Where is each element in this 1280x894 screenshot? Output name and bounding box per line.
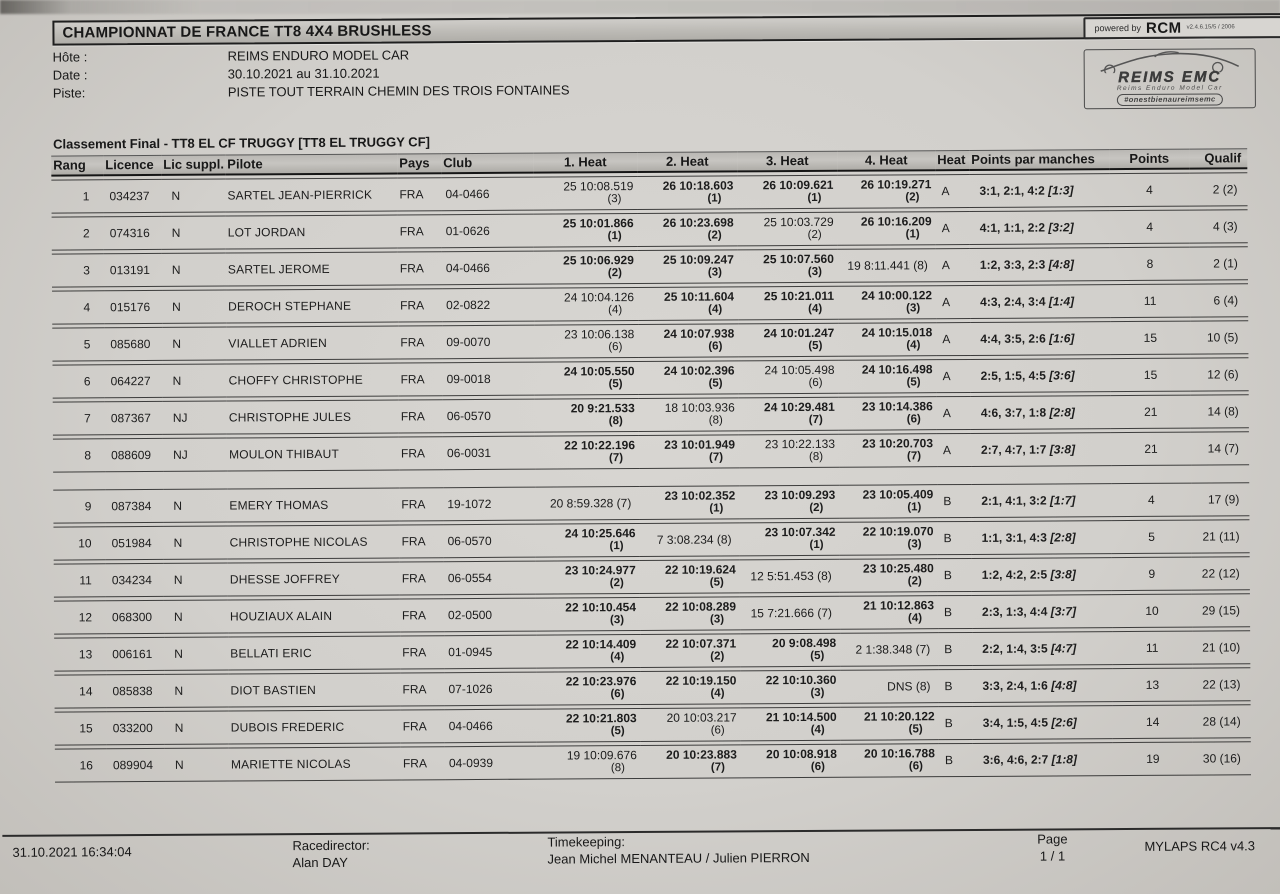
rank-cell: 4 <box>52 290 104 324</box>
page-block <box>1022 830 1082 864</box>
points-par-manches-cell: 4:1, 1:1, 2:2 [3:2] <box>970 210 1110 245</box>
licence-cell: 051984 <box>105 526 163 560</box>
heat1-cell: 24 10:25.646 (1) <box>535 523 639 558</box>
heat-group-cell: A <box>937 433 971 467</box>
heat2-cell: 22 10:07.371 (2) <box>640 633 740 668</box>
pilot-cell: BELLATI ERIC <box>228 635 400 670</box>
heat1-cell: 24 10:04.126 (4) <box>534 287 638 322</box>
heat4-cell: 19 8:11.441 (8) <box>838 248 936 283</box>
points-par-manches-cell: 2:7, 4:7, 1:7 [3:8] <box>971 432 1111 467</box>
points-cell: 4 <box>1109 173 1189 207</box>
heat3-cell: 25 10:21.011 (4) <box>738 286 838 321</box>
points-par-manches-cell: 1:2, 4:2, 2:5 [3:8] <box>972 557 1112 592</box>
pilot-cell: DEROCH STEPHANE <box>226 288 398 323</box>
country-cell: FRA <box>400 561 444 595</box>
racedirector-name: Alan DAY <box>292 854 348 871</box>
lic-suppl-cell: N <box>162 327 226 361</box>
lic-suppl-cell: NJ <box>163 401 227 435</box>
heat1-cell: 23 10:24.977 (2) <box>536 560 640 595</box>
software-version: MYLAPS RC4 v4.3 <box>1144 838 1256 854</box>
licence-cell: 006161 <box>106 637 164 671</box>
points-par-manches-cell: 3:6, 4:6, 2:7 [1:8] <box>973 742 1113 777</box>
heat3-cell: 25 10:03.729 (2) <box>738 212 838 247</box>
table-row <box>54 667 1250 708</box>
pilot-cell: DUBOIS FREDERIC <box>229 709 401 744</box>
heat-group-cell: A <box>936 322 970 356</box>
heat2-cell: 22 10:19.624 (5) <box>640 559 740 594</box>
heat3-cell: 24 10:29.481 (7) <box>739 397 839 432</box>
page-label: Page <box>1037 831 1068 847</box>
points-cell: 5 <box>1111 520 1191 554</box>
club-cell: 06-0031 <box>443 436 535 471</box>
table-row <box>52 209 1248 250</box>
col-club: Club <box>441 153 533 175</box>
heat-group-cell: A <box>936 211 970 245</box>
heat3-cell: 26 10:09.621 (1) <box>737 175 837 210</box>
heat3-cell: 25 10:07.560 (3) <box>738 249 838 284</box>
date-value: 30.10.2021 au 31.10.2021 <box>227 65 380 82</box>
powered-by-box <box>1083 16 1280 39</box>
qualif-cell: 17 (9) <box>1191 482 1249 516</box>
heat1-cell: 22 10:21.803 (5) <box>537 708 641 743</box>
col-lic-suppl: Lic suppl. <box>161 155 225 176</box>
rank-cell: 3 <box>52 253 104 287</box>
heat4-cell: 21 10:12.863 (4) <box>840 595 938 630</box>
licence-cell: 064227 <box>104 364 162 398</box>
club-cell: 19-1072 <box>443 487 535 522</box>
table-row <box>52 357 1248 398</box>
points-cell: 14 <box>1113 705 1193 739</box>
lic-suppl-cell: N <box>165 748 229 782</box>
qualif-cell: 10 (5) <box>1190 320 1248 354</box>
rank-cell: 16 <box>55 748 107 782</box>
table-row <box>53 394 1249 435</box>
table-row <box>54 630 1250 671</box>
qualif-cell: 21 (11) <box>1191 519 1249 553</box>
qualif-cell: 2 (1) <box>1190 246 1248 280</box>
heat-group-cell: A <box>936 248 970 282</box>
heat-group-cell: A <box>935 174 969 208</box>
club-cell: 06-0570 <box>443 524 535 559</box>
country-cell: FRA <box>399 524 443 558</box>
lic-suppl-cell: N <box>161 179 225 213</box>
country-cell: FRA <box>398 325 442 359</box>
pilot-cell: CHOFFY CHRISTOPHE <box>226 362 398 397</box>
heat2-cell: 7 3:08.234 (8) <box>639 522 739 557</box>
pilot-cell: CHRISTOPHE NICOLAS <box>227 524 399 559</box>
heat4-cell: 21 10:20.122 (5) <box>841 706 939 741</box>
pilot-cell: SARTEL JEAN-PIERRICK <box>225 177 397 212</box>
table-row <box>53 519 1249 560</box>
licence-cell: 015176 <box>104 290 162 324</box>
licence-cell: 074316 <box>104 216 162 250</box>
points-cell: 9 <box>1112 557 1192 591</box>
licence-cell: 013191 <box>104 253 162 287</box>
col-heat1: 1. Heat <box>533 152 637 174</box>
country-cell: FRA <box>398 251 442 285</box>
heat3-cell: 21 10:14.500 (4) <box>741 707 841 742</box>
lic-suppl-cell: N <box>162 216 226 250</box>
heat2-cell: 18 10:03.936 (8) <box>639 397 739 432</box>
club-cell: 01-0626 <box>442 214 534 249</box>
club-cell: 04-0466 <box>442 251 534 286</box>
table-row <box>53 482 1249 523</box>
qualif-cell: 12 (6) <box>1190 357 1248 391</box>
points-par-manches-cell: 4:4, 3:5, 2:6 [1:6] <box>970 321 1110 356</box>
heat3-cell: 24 10:05.498 (6) <box>738 360 838 395</box>
heat4-cell: DNS (8) <box>840 669 938 704</box>
club-cell: 09-0070 <box>442 325 534 360</box>
club-cell: 04-0466 <box>445 709 537 744</box>
pilot-cell: HOUZIAUX ALAIN <box>228 598 400 633</box>
heat2-cell: 23 10:02.352 (1) <box>639 485 739 520</box>
licence-cell: 087384 <box>105 489 163 523</box>
racedirector-block <box>292 837 370 871</box>
rank-cell: 14 <box>54 674 106 708</box>
timekeeping-label: Timekeeping: <box>547 834 626 850</box>
heat4-cell: 23 10:25.480 (2) <box>840 558 938 593</box>
heat1-cell: 23 10:06.138 (6) <box>534 324 638 359</box>
heat1-cell: 22 10:14.409 (4) <box>536 634 640 669</box>
club-logo-subtitle: Reims Enduro Model Car <box>1116 84 1223 93</box>
rank-cell: 6 <box>52 364 104 398</box>
date-label: Date : <box>52 67 88 83</box>
heat-group-cell: B <box>938 595 972 629</box>
heat4-cell: 23 10:05.409 (1) <box>839 484 937 519</box>
lic-suppl-cell: N <box>164 674 228 708</box>
qualif-cell: 22 (12) <box>1192 556 1250 590</box>
heat2-cell: 24 10:02.396 (5) <box>638 360 738 395</box>
country-cell: FRA <box>400 635 444 669</box>
points-cell: 21 <box>1111 395 1191 429</box>
heat1-cell: 25 10:01.866 (1) <box>534 213 638 248</box>
points-cell: 15 <box>1110 358 1190 392</box>
heat2-cell: 26 10:23.698 (2) <box>638 212 738 247</box>
table-row <box>52 320 1248 361</box>
lic-suppl-cell: N <box>163 526 227 560</box>
heat4-cell: 24 10:00.122 (3) <box>838 285 936 320</box>
points-cell: 10 <box>1112 594 1192 628</box>
heat4-cell: 24 10:16.498 (5) <box>838 359 936 394</box>
country-cell: FRA <box>400 672 444 706</box>
heat-group-cell: A <box>937 396 971 430</box>
heat4-cell: 26 10:16.209 (1) <box>838 211 936 246</box>
event-info <box>53 45 570 102</box>
points-par-manches-cell: 3:3, 2:4, 1:6 [4:8] <box>972 668 1112 703</box>
club-cell: 06-0570 <box>443 399 535 434</box>
heat4-cell: 22 10:19.070 (3) <box>839 521 937 556</box>
club-cell: 02-0822 <box>442 288 534 323</box>
heat1-cell: 20 9:21.533 (8) <box>535 398 639 433</box>
col-pays: Pays <box>397 153 441 174</box>
points-cell: 19 <box>1113 742 1193 776</box>
club-cell: 06-0554 <box>444 561 536 596</box>
col-heat2: 2. Heat <box>637 151 737 173</box>
powered-by-label: powered by <box>1094 22 1142 34</box>
col-heat-group: Heat <box>935 150 969 171</box>
heat1-cell: 25 10:08.519 (3) <box>533 176 637 211</box>
heat2-cell: 20 10:03.217 (6) <box>641 707 741 742</box>
rank-cell: 7 <box>53 401 105 435</box>
country-cell: FRA <box>398 214 442 248</box>
track-label: Piste: <box>52 85 86 101</box>
country-cell: FRA <box>398 288 442 322</box>
table-row <box>52 283 1248 324</box>
heat3-cell: 12 5:51.453 (8) <box>740 559 840 594</box>
timekeeping-names: Jean Michel MENANTEAU / Julien PIERRON <box>547 849 810 867</box>
heat1-cell: 22 10:23.976 (6) <box>536 671 640 706</box>
heat-group-cell: B <box>938 558 972 592</box>
licence-cell: 085838 <box>106 674 164 708</box>
licence-cell: 033200 <box>107 711 165 745</box>
heat2-cell: 22 10:08.289 (3) <box>640 596 740 631</box>
points-par-manches-cell: 3:1, 2:1, 4:2 [1:3] <box>969 173 1109 208</box>
points-par-manches-cell: 4:3, 2:4, 3:4 [1:4] <box>970 284 1110 319</box>
points-cell: 4 <box>1111 483 1191 517</box>
points-cell: 8 <box>1110 247 1190 281</box>
host-label: Hôte : <box>52 49 88 65</box>
lic-suppl-cell: N <box>162 253 226 287</box>
country-cell: FRA <box>399 399 443 433</box>
licence-cell: 068300 <box>106 600 164 634</box>
points-cell: 11 <box>1112 631 1192 665</box>
country-cell: FRA <box>400 598 444 632</box>
pilot-cell: DIOT BASTIEN <box>228 672 400 707</box>
col-points: Points <box>1109 149 1189 170</box>
points-cell: 15 <box>1110 321 1190 355</box>
table-row <box>52 246 1248 287</box>
points-par-manches-cell: 3:4, 1:5, 4:5 [2:6] <box>973 705 1113 740</box>
print-datetime: 31.10.2021 16:34:04 <box>12 844 132 860</box>
country-cell: FRA <box>401 709 445 743</box>
track-row <box>53 81 570 102</box>
table-row <box>54 556 1250 597</box>
heat3-cell: 20 10:08.918 (6) <box>741 744 841 779</box>
club-hashtag: #onestbienaureimsemc <box>1117 93 1222 106</box>
col-rang: Rang <box>51 155 103 176</box>
heat1-cell: 20 8:59.328 (7) <box>535 486 639 521</box>
racedirector-label: Racedirector: <box>292 837 370 854</box>
rank-cell: 15 <box>55 711 107 745</box>
licence-cell: 088609 <box>105 438 163 472</box>
qualif-cell: 2 (2) <box>1189 172 1247 206</box>
heat-group-cell: B <box>938 632 972 666</box>
country-cell: FRA <box>397 177 441 211</box>
results-table <box>51 145 1251 785</box>
rank-cell: 12 <box>54 600 106 634</box>
club-logo-name: REIMS EMC <box>1118 68 1222 87</box>
heat3-cell: 24 10:01.247 (5) <box>738 323 838 358</box>
points-cell: 11 <box>1110 284 1190 318</box>
points-par-manches-cell: 2:3, 1:3, 4:4 [3:7] <box>972 594 1112 629</box>
licence-cell: 085680 <box>104 327 162 361</box>
qualif-cell: 4 (3) <box>1190 209 1248 243</box>
page-title: CHAMPIONNAT DE FRANCE TT8 4X4 BRUSHLESS <box>62 22 432 42</box>
heat4-cell: 2 1:38.348 (7) <box>840 632 938 667</box>
col-pilote: Pilote <box>225 153 397 175</box>
heat3-cell: 23 10:22.133 (8) <box>739 434 839 469</box>
lic-suppl-cell: N <box>162 290 226 324</box>
table-row <box>55 704 1251 745</box>
heat-group-cell: B <box>937 484 971 518</box>
lic-suppl-cell: N <box>162 364 226 398</box>
page-number: 1 / 1 <box>1039 848 1066 864</box>
pilot-cell: VIALLET ADRIEN <box>226 325 398 360</box>
lic-suppl-cell: N <box>163 489 227 523</box>
points-par-manches-cell: 2:1, 4:1, 3:2 [1:7] <box>971 483 1111 518</box>
pilot-cell: DHESSE JOFFREY <box>228 561 400 596</box>
host-value: REIMS ENDURO MODEL CAR <box>227 47 410 64</box>
qualif-cell: 30 (16) <box>1193 741 1251 775</box>
results-table-wrap <box>51 145 1251 785</box>
rcm-version: v2.4.6.15/5 / 2006 <box>1186 24 1235 31</box>
col-heat3: 3. Heat <box>737 151 837 173</box>
points-cell: 13 <box>1112 668 1192 702</box>
rank-cell: 10 <box>53 526 105 560</box>
heat2-cell: 26 10:18.603 (1) <box>637 175 737 210</box>
rank-cell: 8 <box>53 438 105 472</box>
club-cell: 02-0500 <box>444 598 536 633</box>
qualif-cell: 14 (8) <box>1191 394 1249 428</box>
classification-title: Classement Final - TT8 EL CF TRUGGY [TT8 EL TRUGGY CF] <box>53 134 430 152</box>
licence-cell: 087367 <box>105 401 163 435</box>
club-cell: 04-0939 <box>445 746 537 781</box>
heat4-cell: 23 10:20.703 (7) <box>839 433 937 468</box>
heat1-cell: 25 10:06.929 (2) <box>534 250 638 285</box>
heat4-cell: 26 10:19.271 (2) <box>837 174 935 209</box>
qualif-cell: 29 (15) <box>1192 593 1250 627</box>
country-cell: FRA <box>401 746 445 780</box>
pilot-cell: LOT JORDAN <box>226 214 398 249</box>
table-row <box>51 172 1247 213</box>
points-par-manches-cell: 1:2, 3:3, 2:3 [4:8] <box>970 247 1110 282</box>
col-points-par-manches: Points par manches <box>969 149 1109 171</box>
table-row <box>55 741 1251 782</box>
rank-cell: 1 <box>51 179 103 213</box>
heat2-cell: 25 10:09.247 (3) <box>638 249 738 284</box>
licence-cell: 089904 <box>107 748 165 782</box>
table-row <box>53 431 1249 472</box>
pilot-cell: EMERY THOMAS <box>227 487 399 522</box>
col-qualif: Qualif <box>1189 148 1247 169</box>
country-cell: FRA <box>398 362 442 396</box>
lic-suppl-cell: N <box>164 563 228 597</box>
track-value: PISTE TOUT TERRAIN CHEMIN DES TROIS FONTAINES <box>227 82 570 100</box>
lic-suppl-cell: N <box>164 637 228 671</box>
heat1-cell: 22 10:22.196 (7) <box>535 435 639 470</box>
country-cell: FRA <box>399 436 443 470</box>
club-cell: 04-0466 <box>441 177 533 212</box>
pilot-cell: CHRISTOPHE JULES <box>227 399 399 434</box>
rank-cell: 11 <box>54 563 106 597</box>
heat1-cell: 22 10:10.454 (3) <box>536 597 640 632</box>
qualif-cell: 22 (13) <box>1192 667 1250 701</box>
qualif-cell: 28 (14) <box>1193 704 1251 738</box>
table-row <box>54 593 1250 634</box>
points-cell: 21 <box>1111 432 1191 466</box>
points-par-manches-cell: 2:5, 1:5, 4:5 [3:6] <box>970 358 1110 393</box>
heat-group-cell: B <box>937 521 971 555</box>
col-heat4: 4. Heat <box>837 150 935 172</box>
club-cell: 07-1026 <box>444 672 536 707</box>
club-logo <box>1084 48 1256 109</box>
heat2-cell: 22 10:19.150 (4) <box>640 670 740 705</box>
points-par-manches-cell: 2:2, 1:4, 3:5 [4:7] <box>972 631 1112 666</box>
pilot-cell: MARIETTE NICOLAS <box>229 746 401 781</box>
heat-group-cell: A <box>936 359 970 393</box>
pilot-cell: MOULON THIBAUT <box>227 436 399 471</box>
heat2-cell: 20 10:23.883 (7) <box>641 744 741 779</box>
points-par-manches-cell: 4:6, 3:7, 1:8 [2:8] <box>971 395 1111 430</box>
heat-group-cell: A <box>936 285 970 319</box>
heat3-cell: 23 10:09.293 (2) <box>739 485 839 520</box>
rcm-brand: RCM <box>1145 19 1182 37</box>
qualif-cell: 21 (10) <box>1192 630 1250 664</box>
heat3-cell: 20 9:08.498 (5) <box>740 633 840 668</box>
heat1-cell: 24 10:05.550 (5) <box>534 361 638 396</box>
heat4-cell: 23 10:14.386 (6) <box>839 396 937 431</box>
heat-group-cell: B <box>939 706 973 740</box>
heat3-cell: 22 10:10.360 (3) <box>740 670 840 705</box>
heat1-cell: 19 10:09.676 (8) <box>537 745 641 780</box>
timekeeping-block <box>547 832 809 868</box>
heat4-cell: 24 10:15.018 (4) <box>838 322 936 357</box>
heat4-cell: 20 10:16.788 (6) <box>841 743 939 778</box>
heat2-cell: 25 10:11.604 (4) <box>638 286 738 321</box>
rank-cell: 2 <box>52 216 104 250</box>
heat2-cell: 23 10:01.949 (7) <box>639 434 739 469</box>
licence-cell: 034234 <box>106 563 164 597</box>
lic-suppl-cell: N <box>165 711 229 745</box>
licence-cell: 034237 <box>103 179 161 213</box>
heat-group-cell: B <box>939 743 973 777</box>
results-body <box>51 172 1251 782</box>
qualif-cell: 14 (7) <box>1191 431 1249 465</box>
heat3-cell: 15 7:21.666 (7) <box>740 596 840 631</box>
rank-cell: 13 <box>54 637 106 671</box>
country-cell: FRA <box>399 487 443 521</box>
rank-cell: 9 <box>53 489 105 523</box>
heat3-cell: 23 10:07.342 (1) <box>739 522 839 557</box>
heat2-cell: 24 10:07.938 (6) <box>638 323 738 358</box>
lic-suppl-cell: N <box>164 600 228 634</box>
results-header <box>51 148 1247 176</box>
qualif-cell: 6 (4) <box>1190 283 1248 317</box>
points-par-manches-cell: 1:1, 3:1, 4:3 [2:8] <box>971 520 1111 555</box>
heat-group-cell: B <box>938 669 972 703</box>
col-licence: Licence <box>103 155 161 176</box>
club-cell: 09-0018 <box>442 362 534 397</box>
pilot-cell: SARTEL JEROME <box>226 251 398 286</box>
points-cell: 4 <box>1110 210 1190 244</box>
lic-suppl-cell: NJ <box>163 438 227 472</box>
club-cell: 01-0945 <box>444 635 536 670</box>
rank-cell: 5 <box>52 327 104 361</box>
